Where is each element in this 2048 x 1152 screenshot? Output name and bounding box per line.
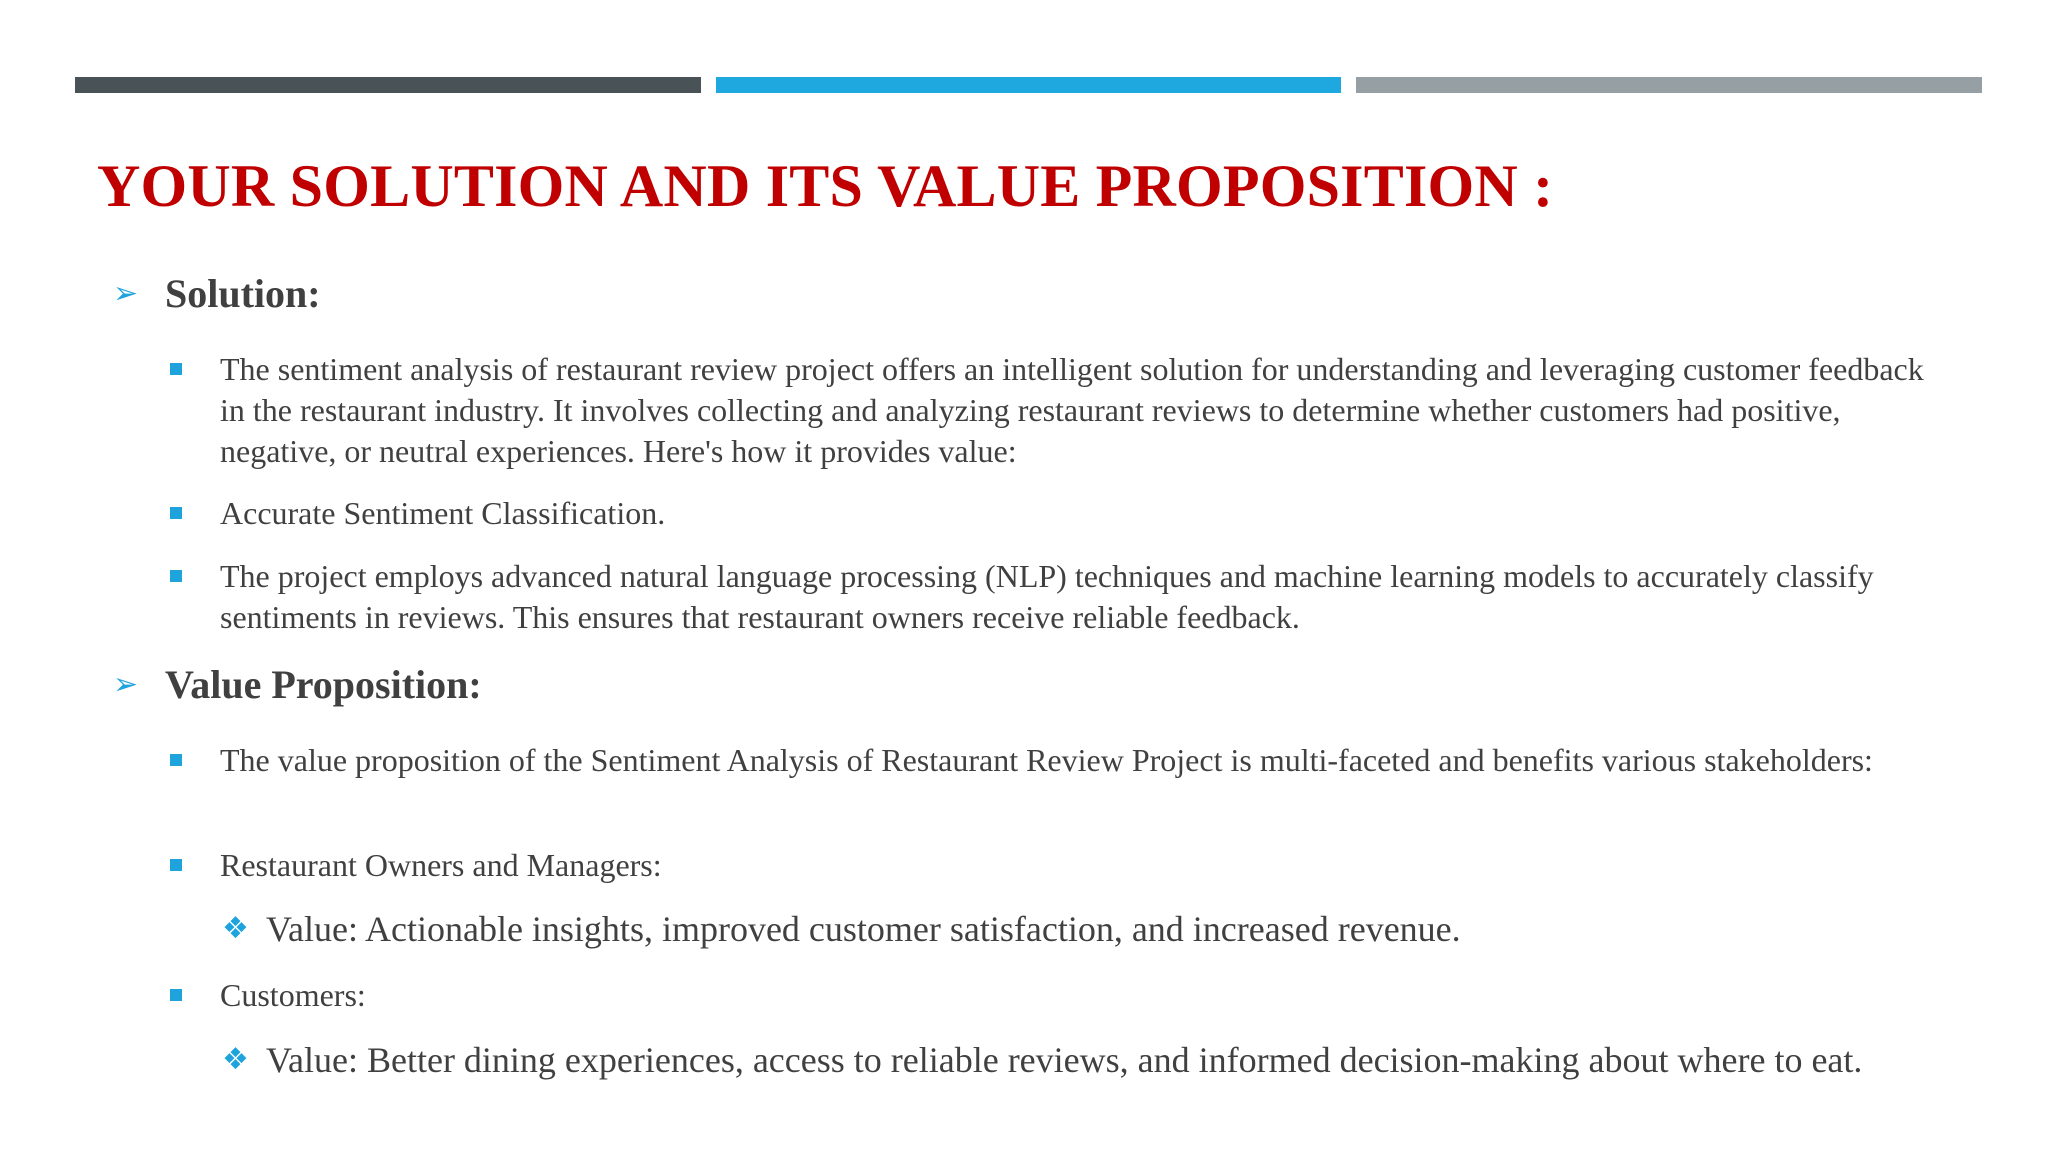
value-proposition-sub-item xyxy=(222,906,1922,952)
arrow-bullet-icon: ➢ xyxy=(113,276,139,311)
solution-item-text: The project employs advanced natural language processing (NLP) techniques and machine learning models to accurately classify sentiments in reviews. This ensures that restaurant owners receive reliable feedback. xyxy=(220,558,1874,635)
accent-bar-blue xyxy=(716,77,1342,93)
header-accent-bars xyxy=(75,77,1982,93)
solution-item-text: Accurate Sentiment Classification. xyxy=(220,495,666,531)
square-bullet-icon xyxy=(170,363,182,375)
value-proposition-item xyxy=(170,740,1930,781)
arrow-bullet-icon: ➢ xyxy=(113,667,139,702)
diamond-bullet-icon: ❖ xyxy=(222,1042,249,1077)
square-bullet-icon xyxy=(170,570,182,582)
square-bullet-icon xyxy=(170,989,182,1001)
value-proposition-item-text: Restaurant Owners and Managers: xyxy=(220,847,662,883)
square-bullet-icon xyxy=(170,859,182,871)
slide-title: YOUR SOLUTION AND ITS VALUE PROPOSITION : xyxy=(97,153,1554,219)
solution-item xyxy=(170,349,1930,472)
square-bullet-icon xyxy=(170,754,182,766)
accent-bar-gray xyxy=(1356,77,1982,93)
diamond-bullet-icon: ❖ xyxy=(222,911,249,946)
value-proposition-sub-item-text: Value: Better dining experiences, access to reliable reviews, and informed decision-making about where to eat. xyxy=(266,1040,1863,1080)
solution-item xyxy=(170,493,1930,534)
value-proposition-sub-item xyxy=(222,1037,1922,1083)
value-proposition-sub-item-text: Value: Actionable insights, improved customer satisfaction, and increased revenue. xyxy=(266,909,1461,949)
value-proposition-item xyxy=(170,975,1930,1016)
solution-heading-label: Solution: xyxy=(165,271,321,316)
value-proposition-heading-label: Value Proposition: xyxy=(165,662,482,707)
value-proposition-item xyxy=(170,845,1930,886)
value-proposition-item-text: The value proposition of the Sentiment Analysis of Restaurant Review Project is multi-faceted and benefits various stakeholders: xyxy=(220,742,1873,778)
solution-item-text: The sentiment analysis of restaurant review project offers an intelligent solution for understanding and leveraging customer feedback in the restaurant industry. It involves collecting and analyzing restaurant reviews to determine whether customers had positive, negative, or neutral experiences. Here's how it provides value: xyxy=(220,351,1924,469)
solution-item xyxy=(170,556,1930,638)
square-bullet-icon xyxy=(170,507,182,519)
value-proposition-item-text: Customers: xyxy=(220,977,366,1013)
accent-bar-dark xyxy=(75,77,701,93)
value-proposition-heading xyxy=(113,661,482,709)
solution-heading xyxy=(113,270,321,318)
